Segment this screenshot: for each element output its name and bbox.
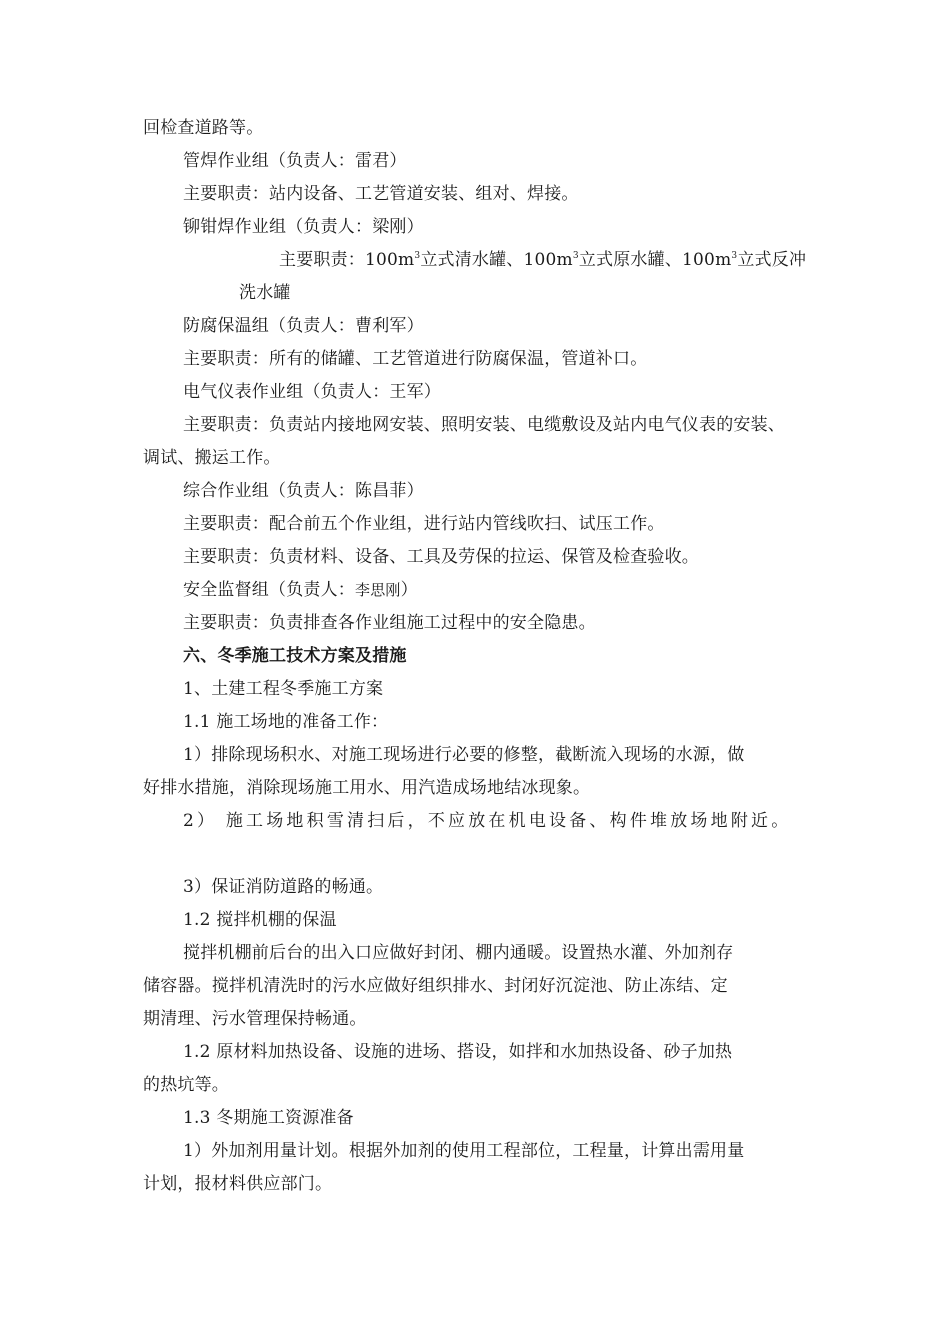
superscript: 3 [731, 251, 738, 261]
paragraph-line: 3）保证消防道路的畅通。 [183, 877, 384, 897]
paragraph-line: 洗水罐 [239, 283, 291, 303]
subsection-heading: 1.1 施工场地的准备工作： [183, 712, 389, 732]
paragraph-line: 好排水措施，消除现场施工用水、用汽造成场地结冰现象。 [143, 778, 591, 798]
responsibility-line: 主要职责：负责材料、设备、工具及劳保的拉运、保管及检查验收。 [183, 547, 699, 567]
paragraph-line: 期清理、污水管理保持畅通。 [143, 1009, 367, 1029]
text-segment: 立式原水罐、100m [578, 250, 732, 270]
subsection-heading: 1、土建工程冬季施工方案 [183, 679, 384, 699]
paragraph-line: 调试、搬运工作。 [143, 448, 281, 468]
paragraph-line: 储容器。搅拌机清洗时的污水应做好组织排水、封闭好沉淀池、防止冻结、定 [143, 976, 728, 996]
paragraph-line: 1）排除现场积水、对施工现场进行必要的修整，截断流入现场的水源，做 [183, 745, 745, 765]
responsibility-line: 主要职责：负责排查各作业组施工过程中的安全隐患。 [183, 613, 596, 633]
paragraph-line: 搅拌机棚前后台的出入口应做好封闭、棚内通暖。设置热水灌、外加剂存 [183, 943, 734, 963]
group-heading-electrical: 电气仪表作业组（负责人：王军） [183, 382, 441, 402]
paragraph-line: 回检查道路等。 [143, 118, 264, 138]
section-heading: 六、冬季施工技术方案及措施 [183, 646, 407, 666]
group-heading-anticorrosion: 防腐保温组（负责人：曹利军） [183, 316, 424, 336]
person-name: 李思刚 [355, 581, 401, 599]
text-segment: 立式清水罐、100m [420, 250, 573, 270]
paragraph-line: 计划，报材料供应部门。 [143, 1174, 333, 1194]
text-segment: 主要职责：100m [279, 250, 415, 270]
responsibility-line: 主要职责：负责站内接地网安装、照明安装、电缆敷设及站内电气仪表的安装、 [183, 415, 785, 435]
group-heading-safety [183, 579, 418, 601]
responsibility-line: 主要职责：配合前五个作业组，进行站内管线吹扫、试压工作。 [183, 514, 665, 534]
superscript: 3 [414, 251, 421, 261]
subsection-heading: 1.2 搅拌机棚的保温 [183, 910, 337, 930]
group-heading-pipe-welding: 管焊作业组（负责人：雷君） [183, 151, 407, 171]
responsibility-line: 主要职责：站内设备、工艺管道安装、组对、焊接。 [183, 184, 579, 204]
paragraph-line: 1）外加剂用量计划。根据外加剂的使用工程部位，工程量，计算出需用量 [183, 1141, 745, 1161]
text-segment: ） [400, 580, 418, 600]
text-segment: 立式反冲 [737, 250, 807, 270]
responsibility-line-tanks [279, 249, 806, 271]
text-segment: 安全监督组（负责人： [183, 580, 355, 600]
paragraph-line: 的热坑等。 [143, 1075, 229, 1095]
paragraph-line: 2） 施工场地积雪清扫后，不应放在机电设备、构件堆放场地附近。 [183, 811, 792, 831]
group-heading-riveting: 铆钳焊作业组（负责人：梁刚） [183, 217, 424, 237]
responsibility-line: 主要职责：所有的储罐、工艺管道进行防腐保温，管道补口。 [183, 349, 648, 369]
subsection-heading: 1.3 冬期施工资源准备 [183, 1108, 354, 1128]
paragraph-line: 1.2 原材料加热设备、设施的进场、搭设，如拌和水加热设备、砂子加热 [183, 1042, 733, 1062]
superscript: 3 [572, 251, 579, 261]
group-heading-general: 综合作业组（负责人：陈昌菲） [183, 481, 424, 501]
